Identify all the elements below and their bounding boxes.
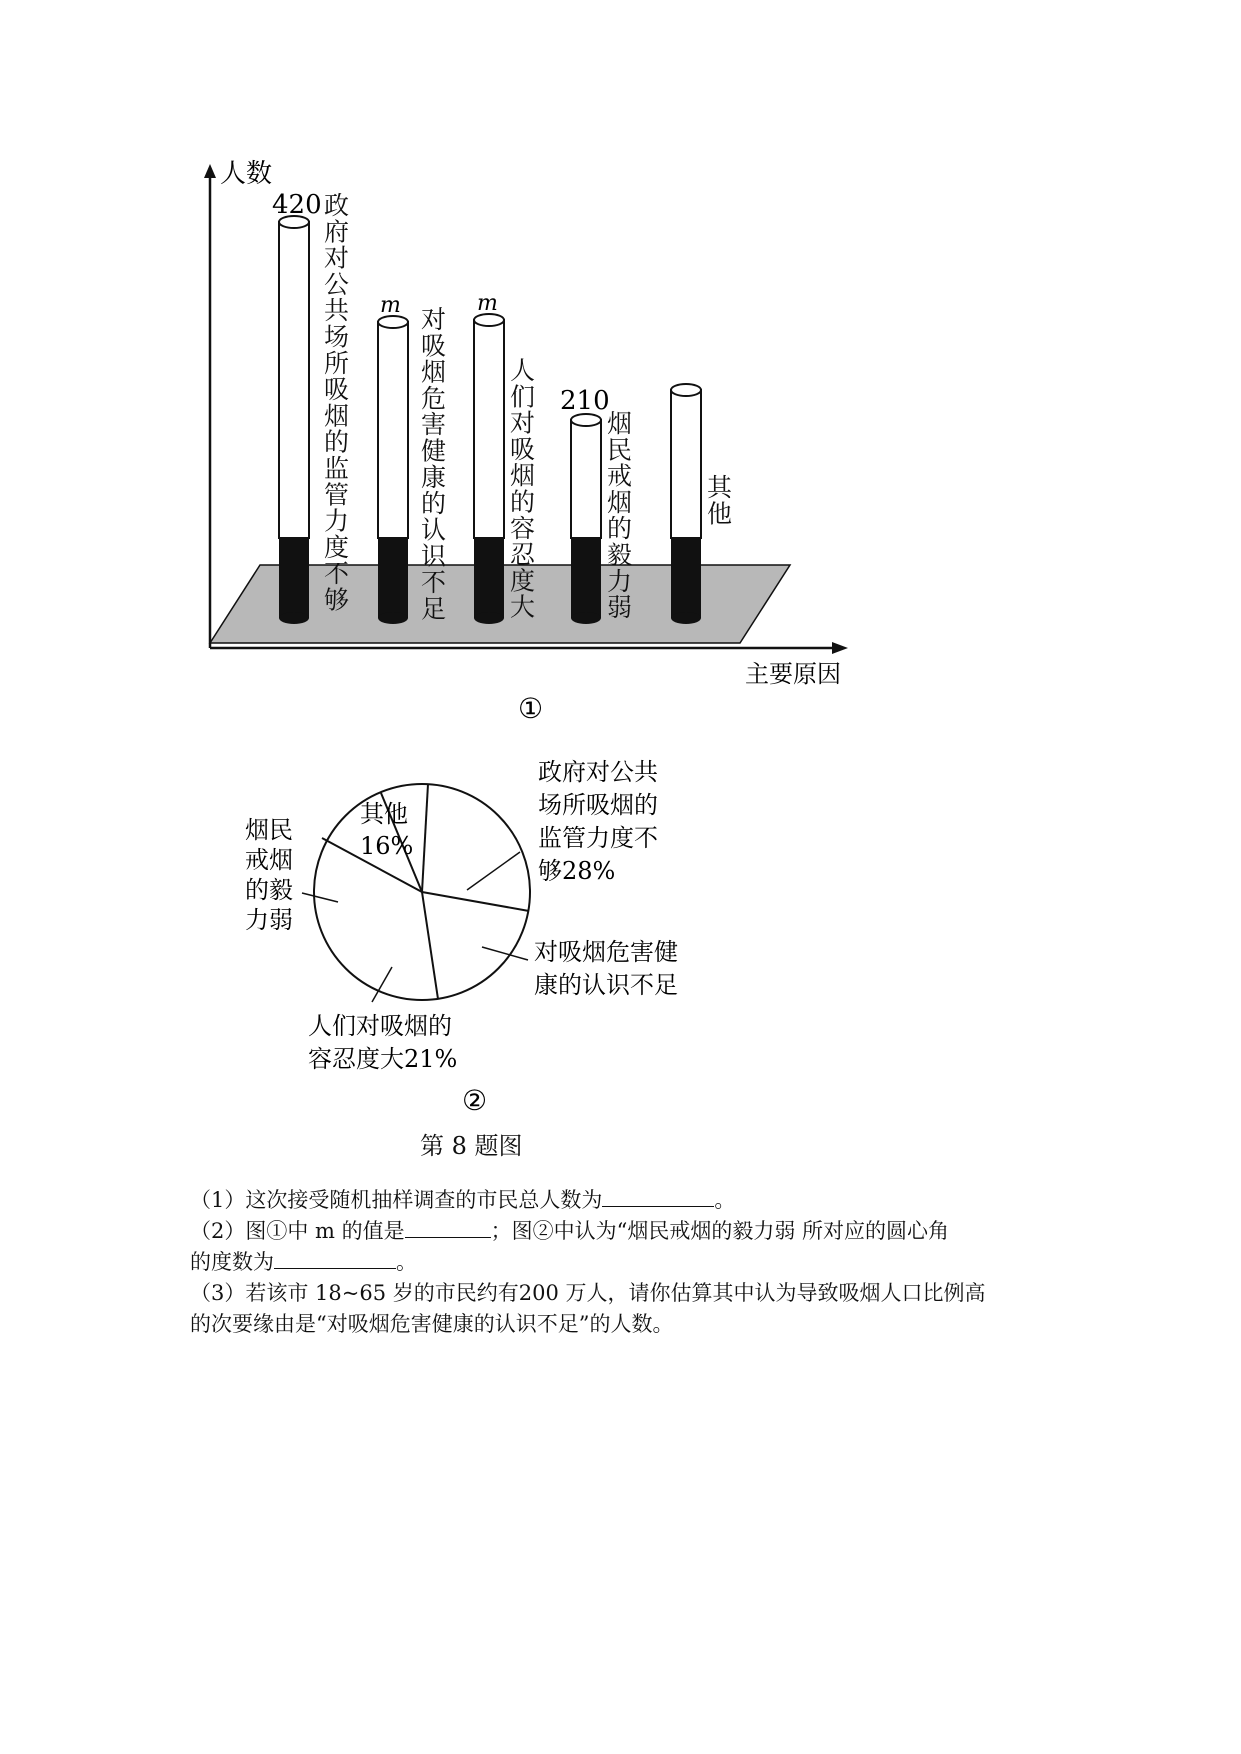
bar-category-label: 对吸烟危害健康的认识不足 [417,306,447,622]
pie-label-line: 政府对公共 [538,758,658,786]
pie-group [314,784,530,1000]
pie-label-line: 16% [360,832,414,860]
question-text: 的度数为 [190,1250,274,1274]
question-text: 。 [396,1250,417,1274]
pie-label-line: 人们对吸烟的 [308,1012,452,1040]
figure-caption: 第 8 题图 [420,1132,523,1160]
pie-label-line: 容忍度大21% [308,1045,458,1073]
answer-blank[interactable] [274,1248,396,1269]
x-axis-label: 主要原因 [745,660,841,688]
bar-category-label: 其他 [703,474,733,527]
pie-label-line: 对吸烟危害健 [534,938,678,966]
pie-label-tolerance [308,1012,460,1073]
question-text: （1）这次接受随机抽样调查的市民总人数为 [190,1188,603,1212]
question-3-cont [190,1309,1090,1340]
question-text: （3）若该市 18~65 岁的市民约有200 万人，请你估算其中认为导致吸烟人口比例高 [190,1281,986,1305]
pie-label-line: 的毅 [245,876,293,904]
pie-label-line: 烟民 [245,816,293,844]
answer-blank[interactable] [405,1217,491,1238]
figure2-marker: ② [462,1084,488,1117]
y-axis-label: 人数 [220,159,273,189]
pie-label-line: 力弱 [245,906,293,934]
bar-value-label: 420 [272,190,322,220]
question-text: ；图②中认为“烟民戒烟的毅力弱 所对应的圆心角 [490,1219,950,1243]
bar-category-label: 烟民戒烟的毅力弱 [603,410,633,621]
question-3 [190,1278,1090,1309]
pie-label-line: 戒烟 [245,846,293,874]
bar-value-label: m [477,291,498,316]
pie-label-line: 康的认识不足 [534,971,678,999]
bar-category-label: 政府对公共场所吸烟的监管力度不够 [320,192,350,613]
question-2-cont [190,1247,1090,1278]
question-1 [190,1185,1090,1216]
pie-label-line: 其他 [360,800,408,828]
pie-label-gov [538,758,666,885]
pie-label-health [534,938,686,999]
bar-value-label: m [380,293,401,318]
figure1-marker: ① [518,692,544,720]
pie-label-line: 场所吸烟的 [538,791,658,819]
question-block [190,1185,1090,1340]
question-text: 。 [714,1188,736,1212]
question-text: 的次要缘由是“对吸烟危害健康的认识不足”的人数。 [190,1312,674,1336]
question-2 [190,1216,1090,1247]
pie-label-line: 监管力度不 [538,824,658,852]
bar-value-label: 210 [560,386,610,416]
bar-category-label: 人们对吸烟的容忍度大 [506,357,536,620]
answer-blank[interactable] [602,1186,714,1207]
pie-label-willpower [245,816,301,934]
question-text: （2）图①中 m 的值是 [190,1219,405,1243]
pie-label-line: 够28% [538,857,616,885]
